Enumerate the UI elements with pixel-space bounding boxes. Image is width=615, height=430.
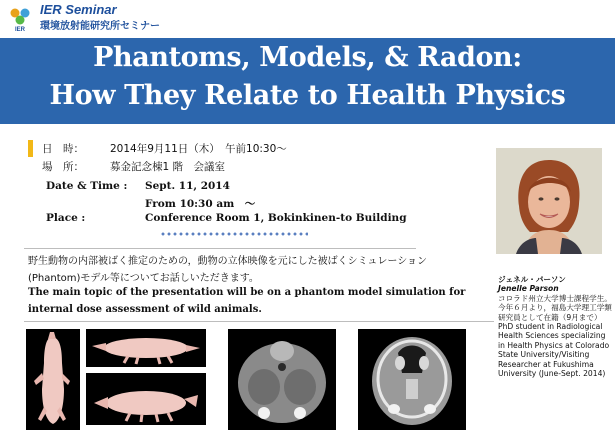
phantom-image-vertical [26, 329, 80, 430]
seminar-series-jp: 環境放射能研究所セミナー [40, 21, 160, 32]
time-value-en: From 10:30 am ～ [145, 198, 256, 210]
description-top-rule [24, 248, 416, 249]
date-value-jp: 2014年9月11日（木） 午前10:30～ [110, 143, 287, 155]
speaker-bio-en: PhD student in Radiological Health Sciences specializing in Health Physics at Colorado State University/Visiting Researcher at Fukushima University (June-Sept. 2014) [498, 322, 610, 379]
description-bottom-rule [24, 321, 494, 322]
accent-bar [28, 140, 33, 157]
description-jp-line-1: 野生動物の内部被ばく推定のための，動物の立体映像を元にした被ばくシミュレーション [28, 256, 427, 267]
title-line-1: Phantoms, Models, & Radon: [93, 42, 522, 73]
seminar-series-en: IER Seminar [40, 2, 117, 17]
place-label-en: Place : [46, 212, 86, 224]
phantom-image-side-bottom [86, 373, 206, 425]
description-en-line-1: The main topic of the presentation will be on a phantom model simulation for [28, 287, 466, 298]
speaker-photo [496, 148, 602, 254]
ct-scan-image-1 [228, 329, 336, 430]
place-value-jp: 募金記念棟1 階 会議室 [110, 161, 226, 173]
speaker-name-en: Jenelle Parson [498, 284, 559, 294]
ier-logo-icon [6, 4, 34, 32]
logo-text: IER [14, 27, 26, 32]
place-label-jp: 場 所： [42, 161, 84, 173]
description-en-line-2: internal dose assessment of wild animals. [28, 304, 262, 315]
date-label-jp: 日 時： [42, 143, 84, 155]
description-jp-line-2: (Phantom)モデル等についてお話しいただきます。 [28, 273, 259, 284]
speaker-name-jp: ジェネル・パーソン [498, 275, 566, 284]
dotted-divider [160, 232, 308, 236]
speaker-info [498, 275, 612, 378]
date-label-en: Date & Time : [46, 180, 128, 192]
title-line-2: How They Relate to Health Physics [49, 80, 566, 111]
speaker-bio-jp: コロラド州立大学博士課程学生。今年６月より，福島大学理工学類研究員として在籍（9月まで） [498, 293, 612, 322]
date-value-en: Sept. 11, 2014 [145, 180, 230, 192]
phantom-image-side-top [86, 329, 206, 367]
place-value-en: Conference Room 1, Bokinkinen-to Building [145, 212, 407, 224]
ct-scan-image-2 [358, 329, 466, 430]
